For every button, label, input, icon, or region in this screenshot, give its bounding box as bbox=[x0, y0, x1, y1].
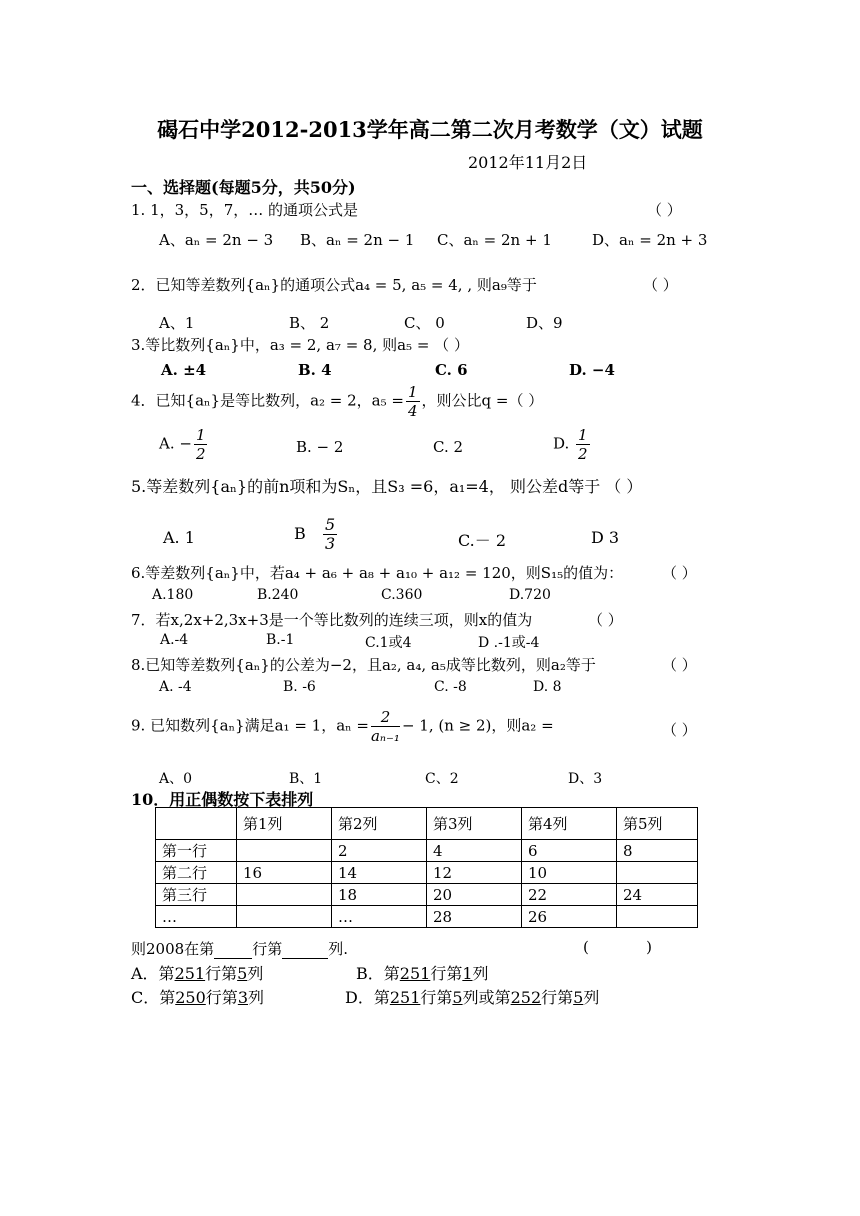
question-7-option-d: D .-1或-4 bbox=[478, 635, 540, 651]
question-4-option-d-num: 1 bbox=[578, 426, 588, 444]
question-8-option-a: A. -4 bbox=[159, 679, 192, 695]
table-row bbox=[156, 884, 698, 906]
question-5-option-c: C.－ 2 bbox=[458, 531, 507, 550]
question-9-option-d: D、3 bbox=[568, 771, 603, 787]
question-4-option-b: B. − 2 bbox=[296, 438, 344, 456]
table-cell: 18 bbox=[332, 884, 427, 906]
option-d-col2: 5 bbox=[573, 988, 584, 1007]
table-cell: 16 bbox=[237, 862, 332, 884]
option-c-row: 250 bbox=[175, 988, 206, 1007]
table-cell: 20 bbox=[427, 884, 522, 906]
question-10-option-a bbox=[131, 961, 263, 984]
question-10-ask bbox=[131, 938, 348, 959]
option-d-post: 列 bbox=[583, 988, 600, 1007]
table-header-cell: 第4列 bbox=[522, 808, 617, 840]
question-2-option-a: A、1 bbox=[159, 314, 195, 332]
question-2-option-c: C、 0 bbox=[404, 314, 445, 332]
question-10-ask-post: 列. bbox=[328, 940, 348, 958]
question-5-option-b-fraction bbox=[323, 516, 337, 553]
question-3-text: 3.等比数列{aₙ}中，a₃ = 2, a₇ = 8, 则a₅ = （ ） bbox=[131, 336, 469, 354]
question-5-option-b-label: B bbox=[294, 524, 306, 543]
table-cell: 24 bbox=[617, 884, 698, 906]
question-9-text bbox=[131, 708, 554, 745]
question-6-answer-paren: （ ） bbox=[662, 564, 697, 582]
table-cell: … bbox=[332, 906, 427, 928]
table-cell: 10 bbox=[522, 862, 617, 884]
question-6-text: 6.等差数列{aₙ}中，若a₄ + a₆ + a₈ + a₁₀ + a₁₂ = 120，则S₁₅的值为： bbox=[131, 564, 624, 582]
table-cell: 4 bbox=[427, 840, 522, 862]
table-cell bbox=[237, 884, 332, 906]
table-header-cell: 第3列 bbox=[427, 808, 522, 840]
option-b-row: 251 bbox=[399, 964, 431, 983]
table-cell: 14 bbox=[332, 862, 427, 884]
question-9-answer-paren: （ ） bbox=[662, 721, 697, 739]
question-9-option-a: A、0 bbox=[159, 771, 193, 787]
question-3-option-d: D. −4 bbox=[569, 361, 615, 379]
question-4-fraction bbox=[406, 383, 420, 420]
option-b-pre: B．第 bbox=[356, 964, 400, 983]
table-header-cell: 第2列 bbox=[332, 808, 427, 840]
question-5-option-b-den: 3 bbox=[325, 534, 336, 553]
answer-blank-col bbox=[282, 940, 328, 959]
question-6-option-c: C.360 bbox=[381, 587, 423, 603]
question-2-option-b: B、 2 bbox=[289, 314, 330, 332]
option-d-pre: D．第 bbox=[345, 988, 390, 1007]
section-heading: 一、选择题(每题5分，共50分) bbox=[131, 178, 356, 197]
question-8-text: 8.已知等差数列{aₙ}的公差为−2，且a₂, a₄, a₅成等比数列，则a₂等于 bbox=[131, 656, 596, 674]
question-10-ask-pre: 则2008在第 bbox=[131, 940, 215, 958]
question-2-text: 2．已知等差数列{aₙ}的通项公式a₄ = 5, a₅ = 4, , 则a₉等于 bbox=[131, 276, 537, 294]
option-a-row: 251 bbox=[174, 964, 206, 983]
table-cell: 12 bbox=[427, 862, 522, 884]
option-d-row2: 252 bbox=[510, 988, 542, 1007]
table-cell: 26 bbox=[522, 906, 617, 928]
question-3-option-c: C. 6 bbox=[435, 361, 468, 379]
question-5-option-d: D 3 bbox=[591, 528, 620, 547]
question-1-option-c: C、aₙ = 2n + 1 bbox=[437, 231, 552, 249]
question-4-option-d bbox=[553, 426, 592, 463]
question-1-option-a: A、aₙ = 2n − 3 bbox=[159, 231, 274, 249]
option-a-mid: 行第 bbox=[205, 964, 238, 983]
option-c-mid: 行第 bbox=[205, 988, 238, 1007]
question-4-post: ，则公比q =（ ） bbox=[421, 391, 544, 410]
question-9-fraction-num: 2 bbox=[371, 708, 400, 727]
option-d-col: 5 bbox=[452, 988, 463, 1007]
option-a-pre: A．第 bbox=[131, 964, 175, 983]
option-d-row: 251 bbox=[389, 988, 421, 1007]
table-cell bbox=[237, 906, 332, 928]
table-row bbox=[156, 862, 698, 884]
table-header-row bbox=[156, 808, 698, 840]
table-cell: … bbox=[156, 906, 237, 928]
question-5-option-b-num: 5 bbox=[325, 515, 336, 534]
question-7-answer-paren: （ ） bbox=[588, 611, 623, 629]
question-9-option-c: C、2 bbox=[425, 771, 459, 787]
option-d-mid2: 列或第 bbox=[462, 988, 511, 1007]
answer-blank-row bbox=[214, 940, 252, 959]
question-9-fraction bbox=[371, 708, 400, 745]
question-4-fraction-den: 4 bbox=[407, 402, 418, 420]
question-4-option-a-num: 1 bbox=[195, 426, 206, 444]
page-title: 碣石中学2012-2013学年高二第二次月考数学（文）试题 bbox=[157, 117, 703, 142]
question-4-option-d-label: D. bbox=[553, 434, 575, 453]
question-10-ask-mid: 行第 bbox=[252, 940, 283, 958]
table-header-cell: 第5列 bbox=[617, 808, 698, 840]
option-c-pre: C．第 bbox=[131, 988, 176, 1007]
question-1-text: 1. 1，3，5，7，… 的通项公式是 bbox=[131, 201, 359, 219]
question-10-text: 10．用正偶数按下表排列 bbox=[131, 790, 314, 809]
table-row bbox=[156, 906, 698, 928]
option-b-mid: 行第 bbox=[430, 964, 463, 983]
question-4-fraction-num: 1 bbox=[407, 383, 418, 401]
option-c-post: 列 bbox=[248, 988, 265, 1007]
option-a-post: 列 bbox=[247, 964, 264, 983]
table-cell bbox=[617, 906, 698, 928]
even-number-table bbox=[155, 807, 698, 928]
question-7-option-c: C.1或4 bbox=[365, 635, 412, 651]
option-a-col: 5 bbox=[237, 964, 248, 983]
table-cell: 28 bbox=[427, 906, 522, 928]
question-1-answer-paren: （ ） bbox=[647, 201, 682, 219]
question-5-option-b bbox=[294, 516, 339, 553]
table-cell: 22 bbox=[522, 884, 617, 906]
question-4-option-a-fraction bbox=[194, 426, 208, 463]
table-cell: 第三行 bbox=[156, 884, 237, 906]
question-3-option-a: A. ±4 bbox=[161, 361, 207, 379]
table-header-cell bbox=[156, 808, 237, 840]
question-4-option-c: C. 2 bbox=[433, 438, 464, 456]
table-cell: 第一行 bbox=[156, 840, 237, 862]
question-1-option-d: D、aₙ = 2n + 3 bbox=[592, 231, 708, 249]
question-4-option-a-label: A. − bbox=[159, 434, 192, 453]
option-c-col: 3 bbox=[237, 988, 248, 1007]
table-cell bbox=[237, 840, 332, 862]
table-cell: 2 bbox=[332, 840, 427, 862]
option-b-post: 列 bbox=[472, 964, 489, 983]
question-7-option-a: A.-4 bbox=[160, 632, 189, 648]
question-8-option-d: D. 8 bbox=[533, 679, 562, 695]
question-8-option-c: C. -8 bbox=[434, 679, 467, 695]
question-5-option-a: A. 1 bbox=[163, 528, 195, 547]
question-3-option-b: B. 4 bbox=[298, 361, 332, 379]
question-9-post: − 1, (n ≥ 2)，则a₂ = bbox=[401, 716, 554, 735]
question-8-answer-paren: （ ） bbox=[662, 656, 697, 674]
question-9-pre: 9. 已知数列{aₙ}满足a₁ = 1，aₙ = bbox=[131, 716, 369, 735]
table-cell bbox=[617, 862, 698, 884]
question-6-option-a: A.180 bbox=[152, 587, 194, 603]
question-5-text: 5.等差数列{aₙ}的前n项和为Sₙ，且S₃ =6，a₁=4， 则公差d等于 （ ） bbox=[131, 477, 643, 496]
exam-date: 2012年11月2日 bbox=[468, 153, 588, 172]
question-4-option-a bbox=[159, 426, 209, 463]
question-6-option-d: D.720 bbox=[509, 587, 551, 603]
question-10-answer-paren: ( ) bbox=[583, 938, 652, 956]
question-4-text bbox=[131, 383, 543, 420]
table-cell: 8 bbox=[617, 840, 698, 862]
question-6-option-b: B.240 bbox=[257, 587, 299, 603]
question-7-text: 7．若x,2x+2,3x+3是一个等比数列的连续三项，则x的值为 bbox=[131, 611, 533, 629]
table-cell: 第二行 bbox=[156, 862, 237, 884]
question-7-option-b: B.-1 bbox=[266, 632, 295, 648]
question-4-option-a-den: 2 bbox=[195, 445, 206, 463]
question-4-option-d-fraction bbox=[576, 426, 590, 463]
question-1-option-b: B、aₙ = 2n − 1 bbox=[300, 231, 415, 249]
question-9-fraction-den: aₙ₋₁ bbox=[370, 727, 400, 745]
question-4-pre: 4．已知{aₙ}是等比数列，a₂ = 2，a₅ = bbox=[131, 391, 404, 410]
table-row bbox=[156, 840, 698, 862]
option-d-mid3: 行第 bbox=[541, 988, 574, 1007]
option-d-mid: 行第 bbox=[420, 988, 453, 1007]
question-10-option-b bbox=[356, 961, 489, 984]
table-cell: 6 bbox=[522, 840, 617, 862]
question-9-option-b: B、1 bbox=[289, 771, 323, 787]
table-header-cell: 第1列 bbox=[237, 808, 332, 840]
question-4-option-d-den: 2 bbox=[578, 445, 588, 463]
question-2-option-d: D、9 bbox=[526, 314, 563, 332]
option-b-col: 1 bbox=[462, 964, 473, 983]
question-8-option-b: B. -6 bbox=[283, 679, 316, 695]
question-2-answer-paren: （ ） bbox=[643, 276, 678, 294]
question-10-option-d bbox=[345, 985, 599, 1008]
question-10-option-c bbox=[131, 985, 264, 1008]
